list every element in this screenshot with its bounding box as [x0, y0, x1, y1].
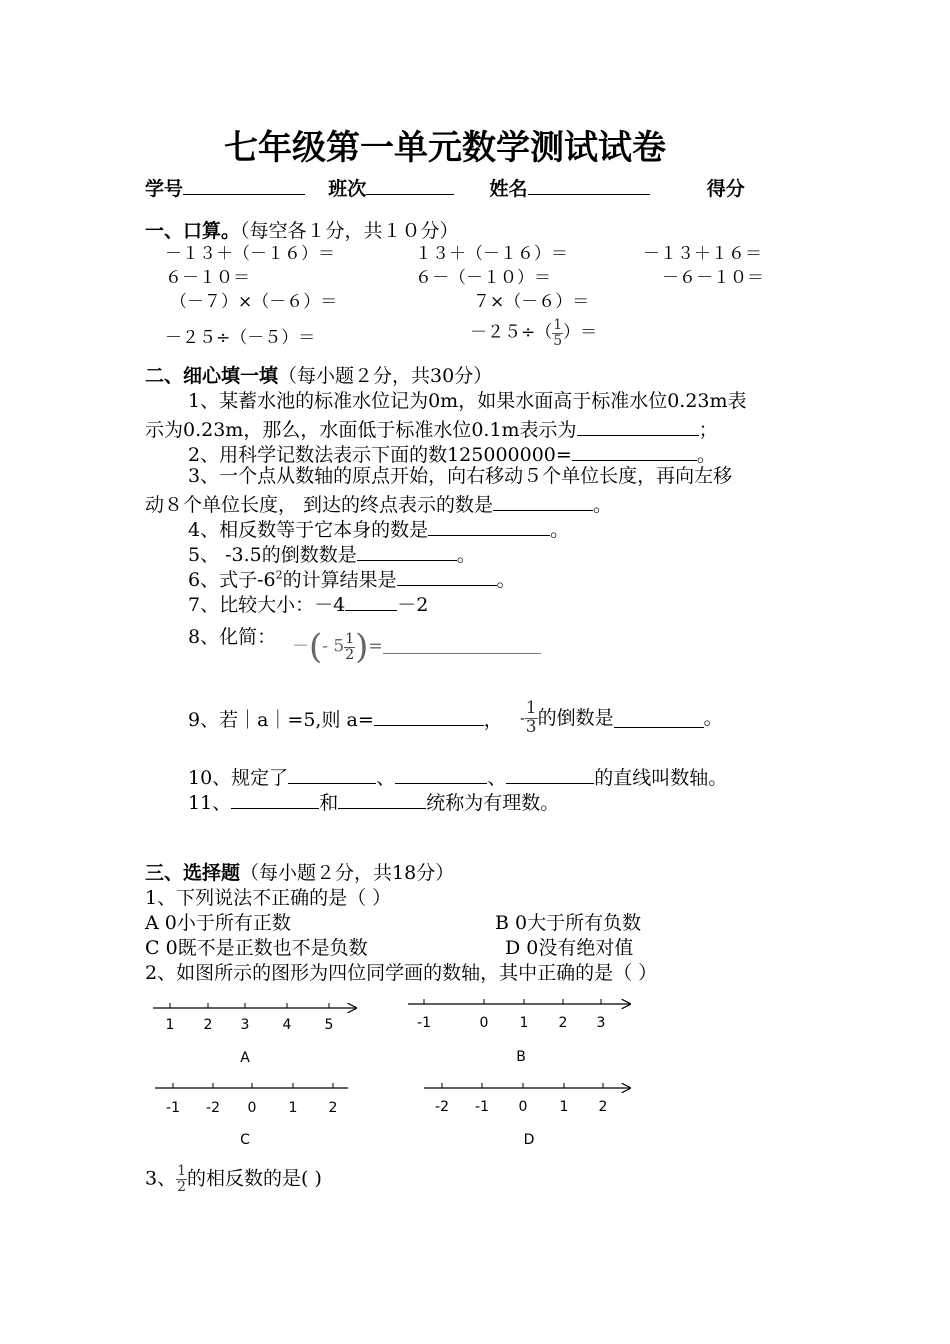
fill-q8-label: 8、化简： [188, 626, 277, 648]
choice-q3-post: 的相反数的是( ) [187, 1167, 322, 1190]
fill-q2-text: 2、用科学记数法表示下面的数125000000= [188, 444, 572, 466]
fill-q3-text: 动８个单位长度， 到达的终点表示的数是 [145, 494, 494, 516]
calc-a2: １３＋（－１６）＝ [415, 244, 568, 264]
calc-b3: －６－１０＝ [662, 268, 764, 288]
fill-q2-end: 。 [696, 444, 716, 466]
axis-d-tick-4: 1 [559, 1099, 569, 1115]
fill-q7-pre: 7、比较大小：－4 [188, 594, 346, 616]
fill-q10-post: 的直线叫数轴。 [594, 767, 728, 789]
fill-q10-sep1: 、 [376, 767, 396, 789]
axis-c-tick-1: -1 [166, 1100, 180, 1116]
score-label: 得分 [706, 178, 745, 200]
fill-q9-minus: - [520, 710, 525, 727]
calc-c1: （－７）×（－６）＝ [170, 292, 338, 312]
fill-q7-post: －2 [397, 594, 429, 616]
section2-note: （每小题２分，共30分） [278, 365, 493, 387]
choice-q1-option-a[interactable]: A 0小于所有正数 [145, 912, 291, 934]
section2-heading: 二、细心填一填 [145, 365, 279, 387]
axis-a-tick-3: 3 [240, 1017, 250, 1033]
fraction-denominator: 5 [553, 332, 563, 349]
axis-c-label: C [240, 1132, 250, 1148]
choice-q1-option-c[interactable]: C 0既不是正数也不是负数 [145, 937, 368, 959]
choice-q2: 2、如图所示的图形为四位同学画的数轴，其中正确的是（ ） [145, 962, 658, 984]
calc-d2-pre: －２５÷（ [470, 322, 553, 343]
fraction-numerator: 1 [177, 1163, 187, 1179]
axis-a-tick-4: 4 [282, 1017, 292, 1033]
fill-q3-line1: 3、一个点从数轴的原点开始，向右移动５个单位长度，再向左移 [188, 465, 733, 487]
axis-d-tick-3: 0 [518, 1099, 528, 1115]
axis-a[interactable] [153, 1003, 356, 1066]
fill-q9-end: 。 [703, 706, 723, 729]
fill-q4-text: 4、相反数等于它本身的数是 [188, 519, 429, 541]
fill-q6-exponent: 2 [275, 568, 283, 582]
axis-a-tick-5: 5 [324, 1017, 334, 1033]
name-label: 姓名 [489, 178, 528, 200]
fill-q5-text: 5、 -3.5的倒数数是 [188, 544, 357, 566]
fill-q8-minus: － [292, 636, 309, 657]
fraction-one-half-q3 [176, 1164, 187, 1194]
fill-q9-pre: 9、若｜a｜=5,则 a= [188, 709, 374, 731]
fill-q6-end: 。 [496, 569, 516, 591]
fill-q1-end: ； [698, 419, 718, 441]
axis-d-tick-5: 2 [598, 1099, 608, 1115]
calc-d2-post: ）＝ [563, 322, 598, 343]
axis-d-tick-2: -1 [475, 1099, 489, 1115]
calc-a3: －１３＋１６＝ [643, 244, 762, 264]
section3-heading: 三、选择题 [145, 862, 241, 884]
fill-q3-end: 。 [593, 494, 613, 516]
axis-a-tick-2: 2 [203, 1017, 213, 1033]
fill-q8-inner: - 5 [322, 636, 345, 657]
fill-q11-mid: 和 [319, 792, 339, 814]
axis-a-tick-1: 1 [165, 1017, 175, 1033]
page-title: 七年级第一单元数学测试试卷 [224, 128, 666, 168]
section1-note: （每空各１分，共１０分） [240, 220, 459, 242]
axis-c[interactable] [155, 1083, 348, 1148]
fill-q10-sep2: 、 [487, 767, 507, 789]
axis-b-label: B [516, 1049, 526, 1065]
fill-q1-line1: 1、某蓄水池的标准水位记为0m，如果水面高于标准水位0.23m表 [188, 390, 747, 412]
choice-q3-pre: 3、 [145, 1167, 177, 1190]
fraction-numerator: 1 [553, 317, 563, 333]
axis-b-tick-2: 0 [479, 1015, 489, 1031]
axis-d-label: D [523, 1132, 535, 1148]
fill-q11-pre: 11、 [188, 792, 232, 814]
choice-q1: 1、下列说法不正确的是（ ） [145, 887, 392, 909]
fraction-numerator: 1 [525, 698, 537, 718]
axis-b-tick-5: 3 [596, 1015, 606, 1031]
choice-q1-option-d[interactable]: D 0没有绝对值 [505, 937, 634, 959]
fraction-denominator: 2 [345, 646, 355, 663]
fraction-numerator: 1 [345, 630, 355, 647]
fill-q1-text: 示为0.23m，那么，水面低于标准水位0.1m表示为 [145, 419, 577, 441]
fill-q6-pre: 6、式子-6 [188, 569, 276, 591]
axis-b[interactable] [408, 999, 630, 1065]
fill-q8-expression: －(- 5 $\frac{1}{2}$ )= [292, 630, 541, 664]
calc-c2: ７×（－６）＝ [473, 292, 590, 312]
choice-q1-option-b[interactable]: B 0大于所有负数 [495, 912, 642, 934]
axis-d[interactable] [424, 1083, 630, 1148]
axis-c-tick-2: -2 [206, 1100, 220, 1116]
fill-q9-comma: ， [483, 709, 503, 731]
fraction-denominator: 3 [525, 716, 537, 737]
section1-heading: 一、口算。 [145, 220, 241, 242]
calc-a1: －１３＋（－１６）＝ [165, 244, 335, 264]
fill-q6-post: 的计算结果是 [282, 569, 397, 591]
axis-a-label: A [240, 1050, 250, 1066]
axis-b-tick-4: 2 [558, 1015, 568, 1031]
fill-q10-pre: 10、规定了 [188, 767, 289, 789]
fill-q5-end: 。 [456, 544, 476, 566]
fill-q9-mid: 的倒数是 [537, 706, 614, 729]
axis-c-tick-3: 0 [247, 1100, 257, 1116]
axis-c-tick-5: 2 [328, 1100, 338, 1116]
fill-q8-equals: = [368, 636, 383, 657]
calc-d1: －２５÷（－５）＝ [165, 328, 316, 348]
student-no-label: 学号 [145, 178, 184, 200]
axis-b-tick-1: -1 [417, 1015, 431, 1031]
fill-q4-end: 。 [550, 519, 570, 541]
class-no-label: 班次 [328, 178, 367, 200]
fill-q11-post: 统称为有理数。 [426, 792, 560, 814]
calc-b1: ６－１０＝ [165, 268, 250, 288]
axis-d-tick-1: -2 [435, 1099, 449, 1115]
fraction-denominator: 2 [177, 1178, 187, 1195]
calc-b2: ６－（－１０）＝ [415, 268, 551, 288]
section3-note: （每小题２分，共18分） [240, 862, 455, 884]
axis-c-tick-4: 1 [288, 1100, 298, 1116]
axis-b-tick-3: 1 [519, 1015, 529, 1031]
choice-q3 [145, 1164, 322, 1194]
